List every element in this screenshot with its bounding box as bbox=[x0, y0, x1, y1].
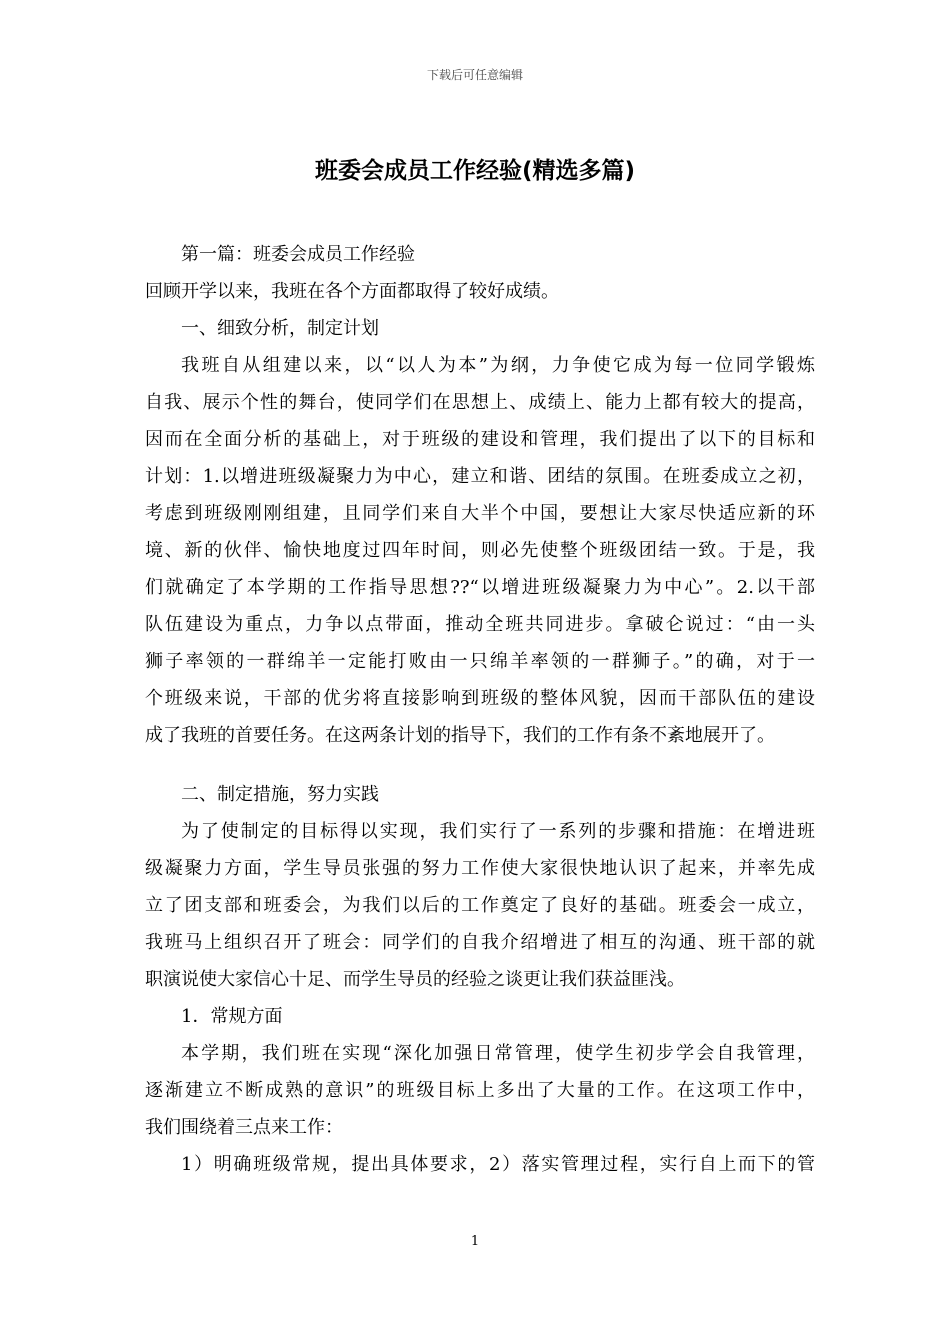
paragraph-line: 因而在全面分析的基础上，对于班级的建设和管理，我们提出了以下的目标和 bbox=[145, 429, 815, 450]
paragraph-line: 1）明确班级常规，提出具体要求，2）落实管理过程，实行自上而下的管 bbox=[181, 1154, 815, 1175]
paragraph-line: 我们围绕着三点来工作： bbox=[145, 1117, 343, 1138]
paragraph-line: 们就确定了本学期的工作指导思想??“以增进班级凝聚力为中心”。2.以干部 bbox=[145, 577, 815, 598]
paragraph-line: 队伍建设为重点，力争以点带面，推动全班共同进步。拿破仑说过：“由一头 bbox=[145, 614, 815, 635]
section-heading: 一、细致分析，制定计划 bbox=[181, 318, 379, 339]
paragraph-line: 个班级来说，干部的优劣将直接影响到班级的整体风貌，因而干部队伍的建设 bbox=[145, 688, 815, 709]
paragraph-line: 境、新的伙伴、愉快地度过四年时间，则必先使整个班级团结一致。于是，我 bbox=[145, 540, 815, 561]
paragraph-line: 考虑到班级刚刚组建，且同学们来自大半个中国，要想让大家尽快适应新的环 bbox=[145, 503, 815, 524]
paragraph-line: 我班马上组织召开了班会：同学们的自我介绍增进了相互的沟通、班干部的就 bbox=[145, 932, 815, 953]
paragraph-line: 自我、展示个性的舞台，使同学们在思想上、成绩上、能力上都有较大的提高， bbox=[145, 392, 815, 413]
paragraph-line: 级凝聚力方面，学生导员张强的努力工作使大家很快地认识了起来，并率先成 bbox=[145, 858, 815, 879]
paragraph-line: 为了使制定的目标得以实现，我们实行了一系列的步骤和措施：在增进班 bbox=[181, 821, 815, 842]
paragraph-line: 我班自从组建以来，以“以人为本”为纲，力争使它成为每一位同学锻炼 bbox=[181, 355, 815, 376]
paragraph-gap bbox=[145, 754, 815, 776]
paragraph-line: 逐渐建立不断成熟的意识”的班级目标上多出了大量的工作。在这项工作中， bbox=[145, 1080, 815, 1101]
paragraph-line: 狮子率领的一群绵羊一定能打败由一只绵羊率领的一群狮子。”的确，对于一 bbox=[145, 651, 815, 672]
paragraph-line: 计划：1.以增进班级凝聚力为中心，建立和谐、团结的氛围。在班委成立之初， bbox=[145, 466, 815, 487]
document-body bbox=[145, 236, 815, 1183]
section-heading: 二、制定措施，努力实践 bbox=[181, 784, 379, 805]
document-title: 班委会成员工作经验(精选多篇) bbox=[314, 158, 636, 184]
paragraph-line: 立了团支部和班委会，为我们以后的工作奠定了良好的基础。班委会一成立， bbox=[145, 895, 815, 916]
page-header: 下载后可任意编辑 bbox=[426, 68, 523, 82]
page-number: 1 bbox=[470, 1234, 480, 1249]
section-heading: 第一篇：班委会成员工作经验 bbox=[181, 244, 415, 265]
paragraph-line: 回顾开学以来，我班在各个方面都取得了较好成绩。 bbox=[145, 281, 559, 302]
paragraph-line: 职演说使大家信心十足、而学生导员的经验之谈更让我们获益匪浅。 bbox=[145, 969, 685, 990]
paragraph-line: 成了我班的首要任务。在这两条计划的指导下，我们的工作有条不紊地展开了。 bbox=[145, 725, 775, 746]
subsection-heading: 1．常规方面 bbox=[181, 1006, 283, 1027]
paragraph-line: 本学期，我们班在实现“深化加强日常管理，使学生初步学会自我管理， bbox=[181, 1043, 815, 1064]
